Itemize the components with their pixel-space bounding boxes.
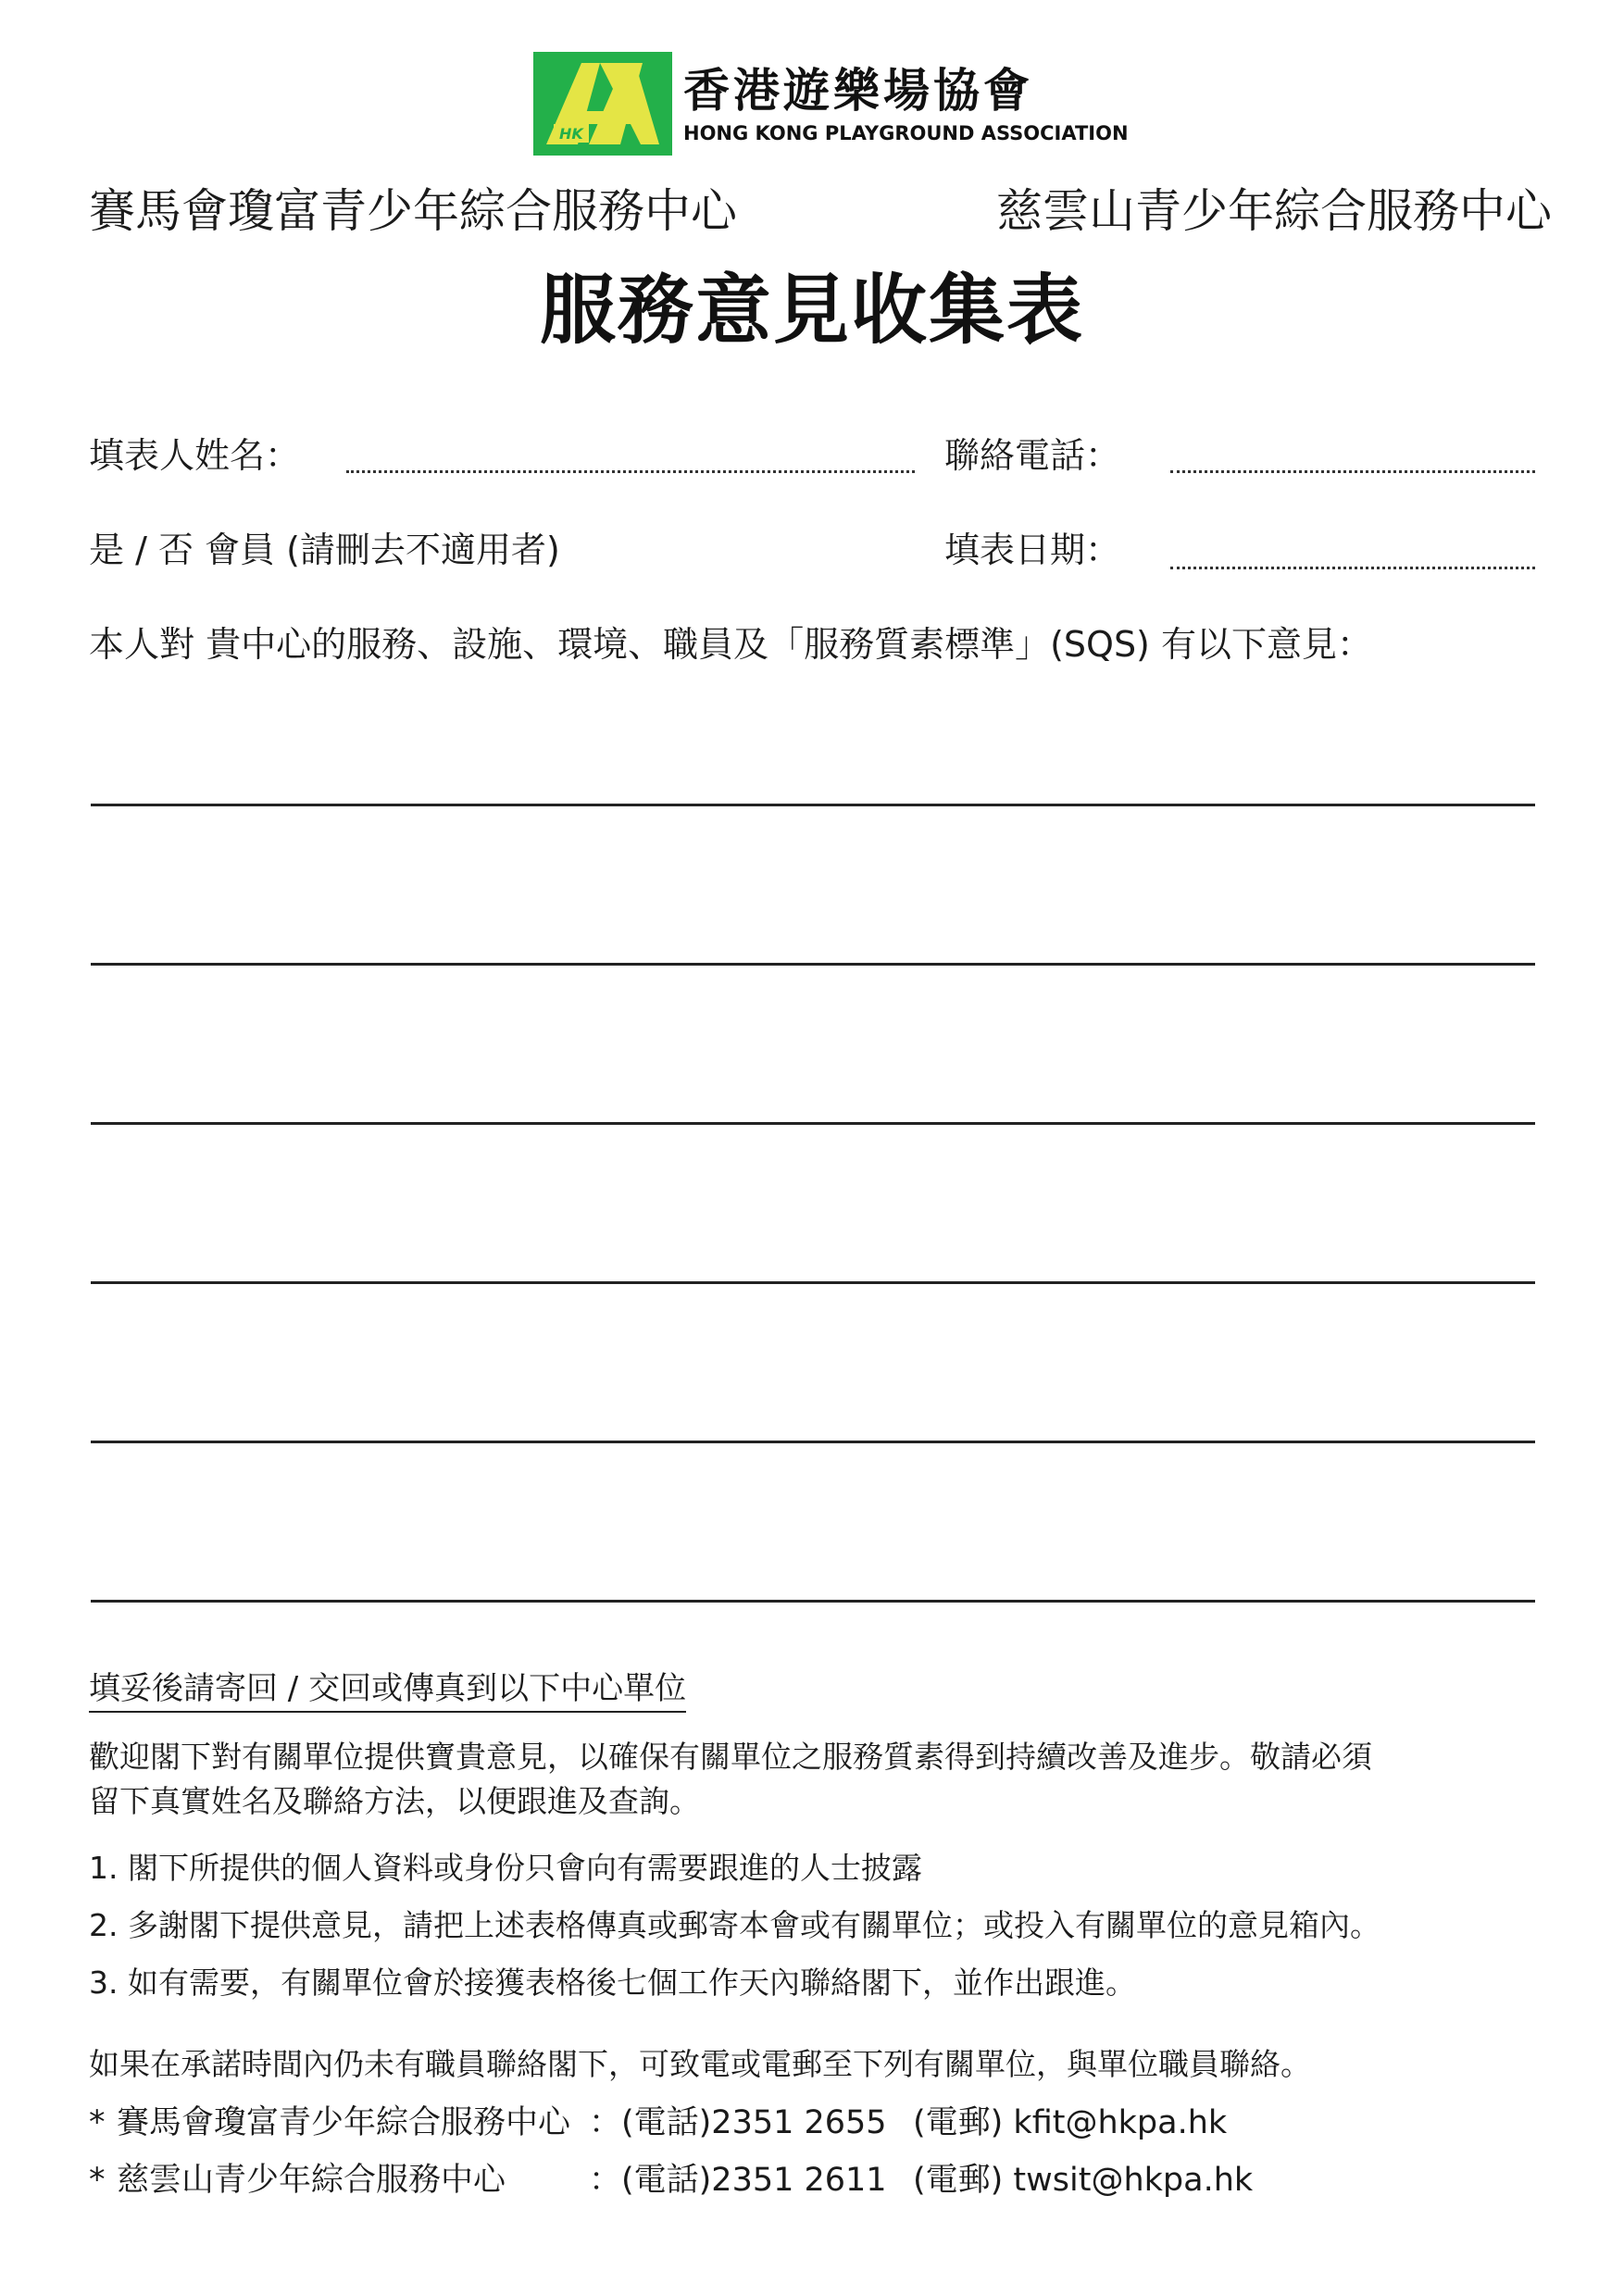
note-item-1: 1. 閣下所提供的個人資料或身份只會向有需要跟進的人士披露 xyxy=(89,1850,922,1886)
opinion-line-3[interactable] xyxy=(91,1122,1535,1125)
org-name-en: HONG KONG PLAYGROUND ASSOCIATION xyxy=(683,122,1129,144)
opinion-line-4[interactable] xyxy=(91,1281,1535,1284)
name-field[interactable] xyxy=(346,470,915,473)
form-title: 服務意見收集表 xyxy=(539,267,1084,355)
phone-field[interactable] xyxy=(1170,470,1535,473)
opinion-intro: 本人對 貴中心的服務、設施、環境、職員及「服務質素標準」(SQS) 有以下意見： xyxy=(89,624,1372,665)
contact-phone[interactable]: ：(電話)2351 2655 xyxy=(589,2104,887,2141)
opinion-line-1[interactable] xyxy=(91,804,1535,806)
opinion-line-2[interactable] xyxy=(91,963,1535,966)
logo-emblem-icon xyxy=(533,52,672,156)
contact-email[interactable]: (電郵) kfit@hkpa.hk xyxy=(913,2104,1228,2141)
date-label: 填表日期： xyxy=(944,530,1121,570)
centre-names xyxy=(89,181,1552,241)
welcome-text-line-1: 歡迎閣下對有關單位提供寶貴意見，以確保有關單位之服務質素得到持續改善及進步。敬請必須 xyxy=(89,1739,1372,1775)
name-label: 填表人姓名： xyxy=(89,435,301,476)
note-item-2: 2. 多謝閣下提供意見，請把上述表格傳真或郵寄本會或有關單位；或投入有關單位的意見箱內。 xyxy=(89,1907,1380,1943)
opinion-line-5[interactable] xyxy=(91,1441,1535,1443)
opinion-line-6[interactable] xyxy=(91,1600,1535,1603)
welcome-text-line-2: 留下真實姓名及聯絡方法，以便跟進及查詢。 xyxy=(89,1783,700,1819)
hkpa-logo-mark xyxy=(533,52,672,156)
member-label[interactable]: 是 / 否 會員 (請刪去不適用者) xyxy=(89,530,560,570)
contact-bullet: * xyxy=(89,2104,106,2141)
date-field[interactable] xyxy=(1170,567,1535,569)
contact-phone[interactable]: ：(電話)2351 2611 xyxy=(589,2162,887,2199)
contact-centre-name: 賽馬會瓊富青少年綜合服務中心 xyxy=(117,2104,571,2141)
centre-name-1: 賽馬會瓊富青少年綜合服務中心 xyxy=(89,184,737,238)
phone-label: 聯絡電話： xyxy=(944,435,1121,476)
contact-bullet: * xyxy=(89,2162,106,2199)
org-name-zh: 香港遊樂場協會 xyxy=(683,64,1033,118)
contact-row xyxy=(89,2100,1227,2146)
organisation-logo xyxy=(533,52,1129,156)
contact-row xyxy=(89,2157,1253,2203)
contact-centre-name: 慈雲山青少年綜合服務中心 xyxy=(117,2162,506,2199)
logo-wordmark xyxy=(683,61,1129,146)
svg-text:HK: HK xyxy=(559,125,583,143)
note-item-3: 3. 如有需要，有關單位會於接獲表格後七個工作天內聯絡閣下，並作出跟進。 xyxy=(89,1965,1136,2001)
centre-name-2: 慈雲山青少年綜合服務中心 xyxy=(996,184,1552,238)
contact-email[interactable]: (電郵) twsit@hkpa.hk xyxy=(913,2162,1254,2199)
return-instructions-heading: 填妥後請寄回 / 交回或傳真到以下中心單位 xyxy=(89,1668,686,1713)
follow-up-text: 如果在承諾時間內仍未有職員聯絡閣下，可致電或電郵至下列有關單位，與單位職員聯絡。 xyxy=(89,2046,1311,2082)
